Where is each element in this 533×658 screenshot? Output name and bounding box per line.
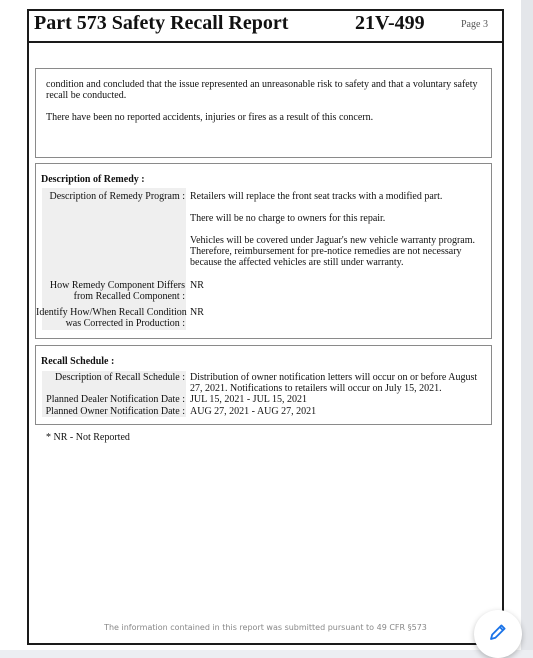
remedy-program-text-3c: because the affected vehicles are still under warranty.	[190, 257, 404, 268]
production-correction-label-1: Identify How/When Recall Condition	[36, 307, 187, 318]
page-footer: The information contained in this report was submitted pursuant to 49 CFR §573	[104, 623, 427, 632]
remedy-program-text-2: There will be no charge to owners for this repair.	[190, 213, 386, 224]
remedy-program-text-3b: Therefore, reimbursement for pre-notice remedies are not necessary	[190, 246, 462, 257]
nr-footnote: * NR - Not Reported	[46, 432, 130, 443]
component-differs-label-1: How Remedy Component Differs	[49, 280, 185, 291]
owner-notification-value: AUG 27, 2021 - AUG 27, 2021	[190, 406, 317, 417]
schedule-description-label: Description of Recall Schedule :	[55, 372, 185, 383]
page-number: Page 3	[461, 19, 488, 30]
recall-schedule-section	[35, 345, 492, 425]
component-differs-label-2: from Recalled Component :	[73, 291, 185, 302]
schedule-description-line-1: Distribution of owner notification letters will occur on or before August	[190, 372, 478, 383]
schedule-heading: Recall Schedule :	[41, 356, 115, 367]
recall-id: 21V-499	[355, 12, 425, 34]
schedule-description-line-2: 27, 2021. Notifications to retailers will occur on July 15, 2021.	[190, 383, 442, 394]
production-correction-label-2: was Corrected in Production :	[65, 318, 185, 329]
scrollbar[interactable]	[521, 0, 533, 650]
report-header	[29, 11, 502, 43]
no-incidents-statement: There have been no reported accidents, injuries or fires as a result of this concern.	[46, 112, 374, 123]
remedy-section	[35, 163, 492, 339]
component-differs-value: NR	[190, 280, 204, 291]
report-page	[27, 9, 504, 645]
continuation-line-2: recall be conducted.	[46, 90, 127, 101]
dealer-notification-label: Planned Dealer Notification Date :	[46, 394, 185, 405]
owner-notification-label: Planned Owner Notification Date :	[45, 406, 185, 417]
report-title: Part 573 Safety Recall Report	[34, 12, 289, 34]
edit-button[interactable]	[474, 610, 522, 658]
continuation-line-1: condition and concluded that the issue represented an unreasonable risk to safety and that a voluntary safety	[46, 79, 478, 90]
remedy-program-text-3a: Vehicles will be covered under Jaguar's new vehicle warranty program.	[190, 235, 476, 246]
dealer-notification-value: JUL 15, 2021 - JUL 15, 2021	[190, 394, 308, 405]
production-correction-value: NR	[190, 307, 204, 318]
continuation-section	[35, 68, 492, 158]
remedy-heading: Description of Remedy :	[41, 174, 145, 185]
pencil-icon	[488, 622, 508, 646]
remedy-program-text-1: Retailers will replace the front seat tracks with a modified part.	[190, 191, 443, 202]
remedy-program-label: Description of Remedy Program :	[49, 191, 185, 202]
